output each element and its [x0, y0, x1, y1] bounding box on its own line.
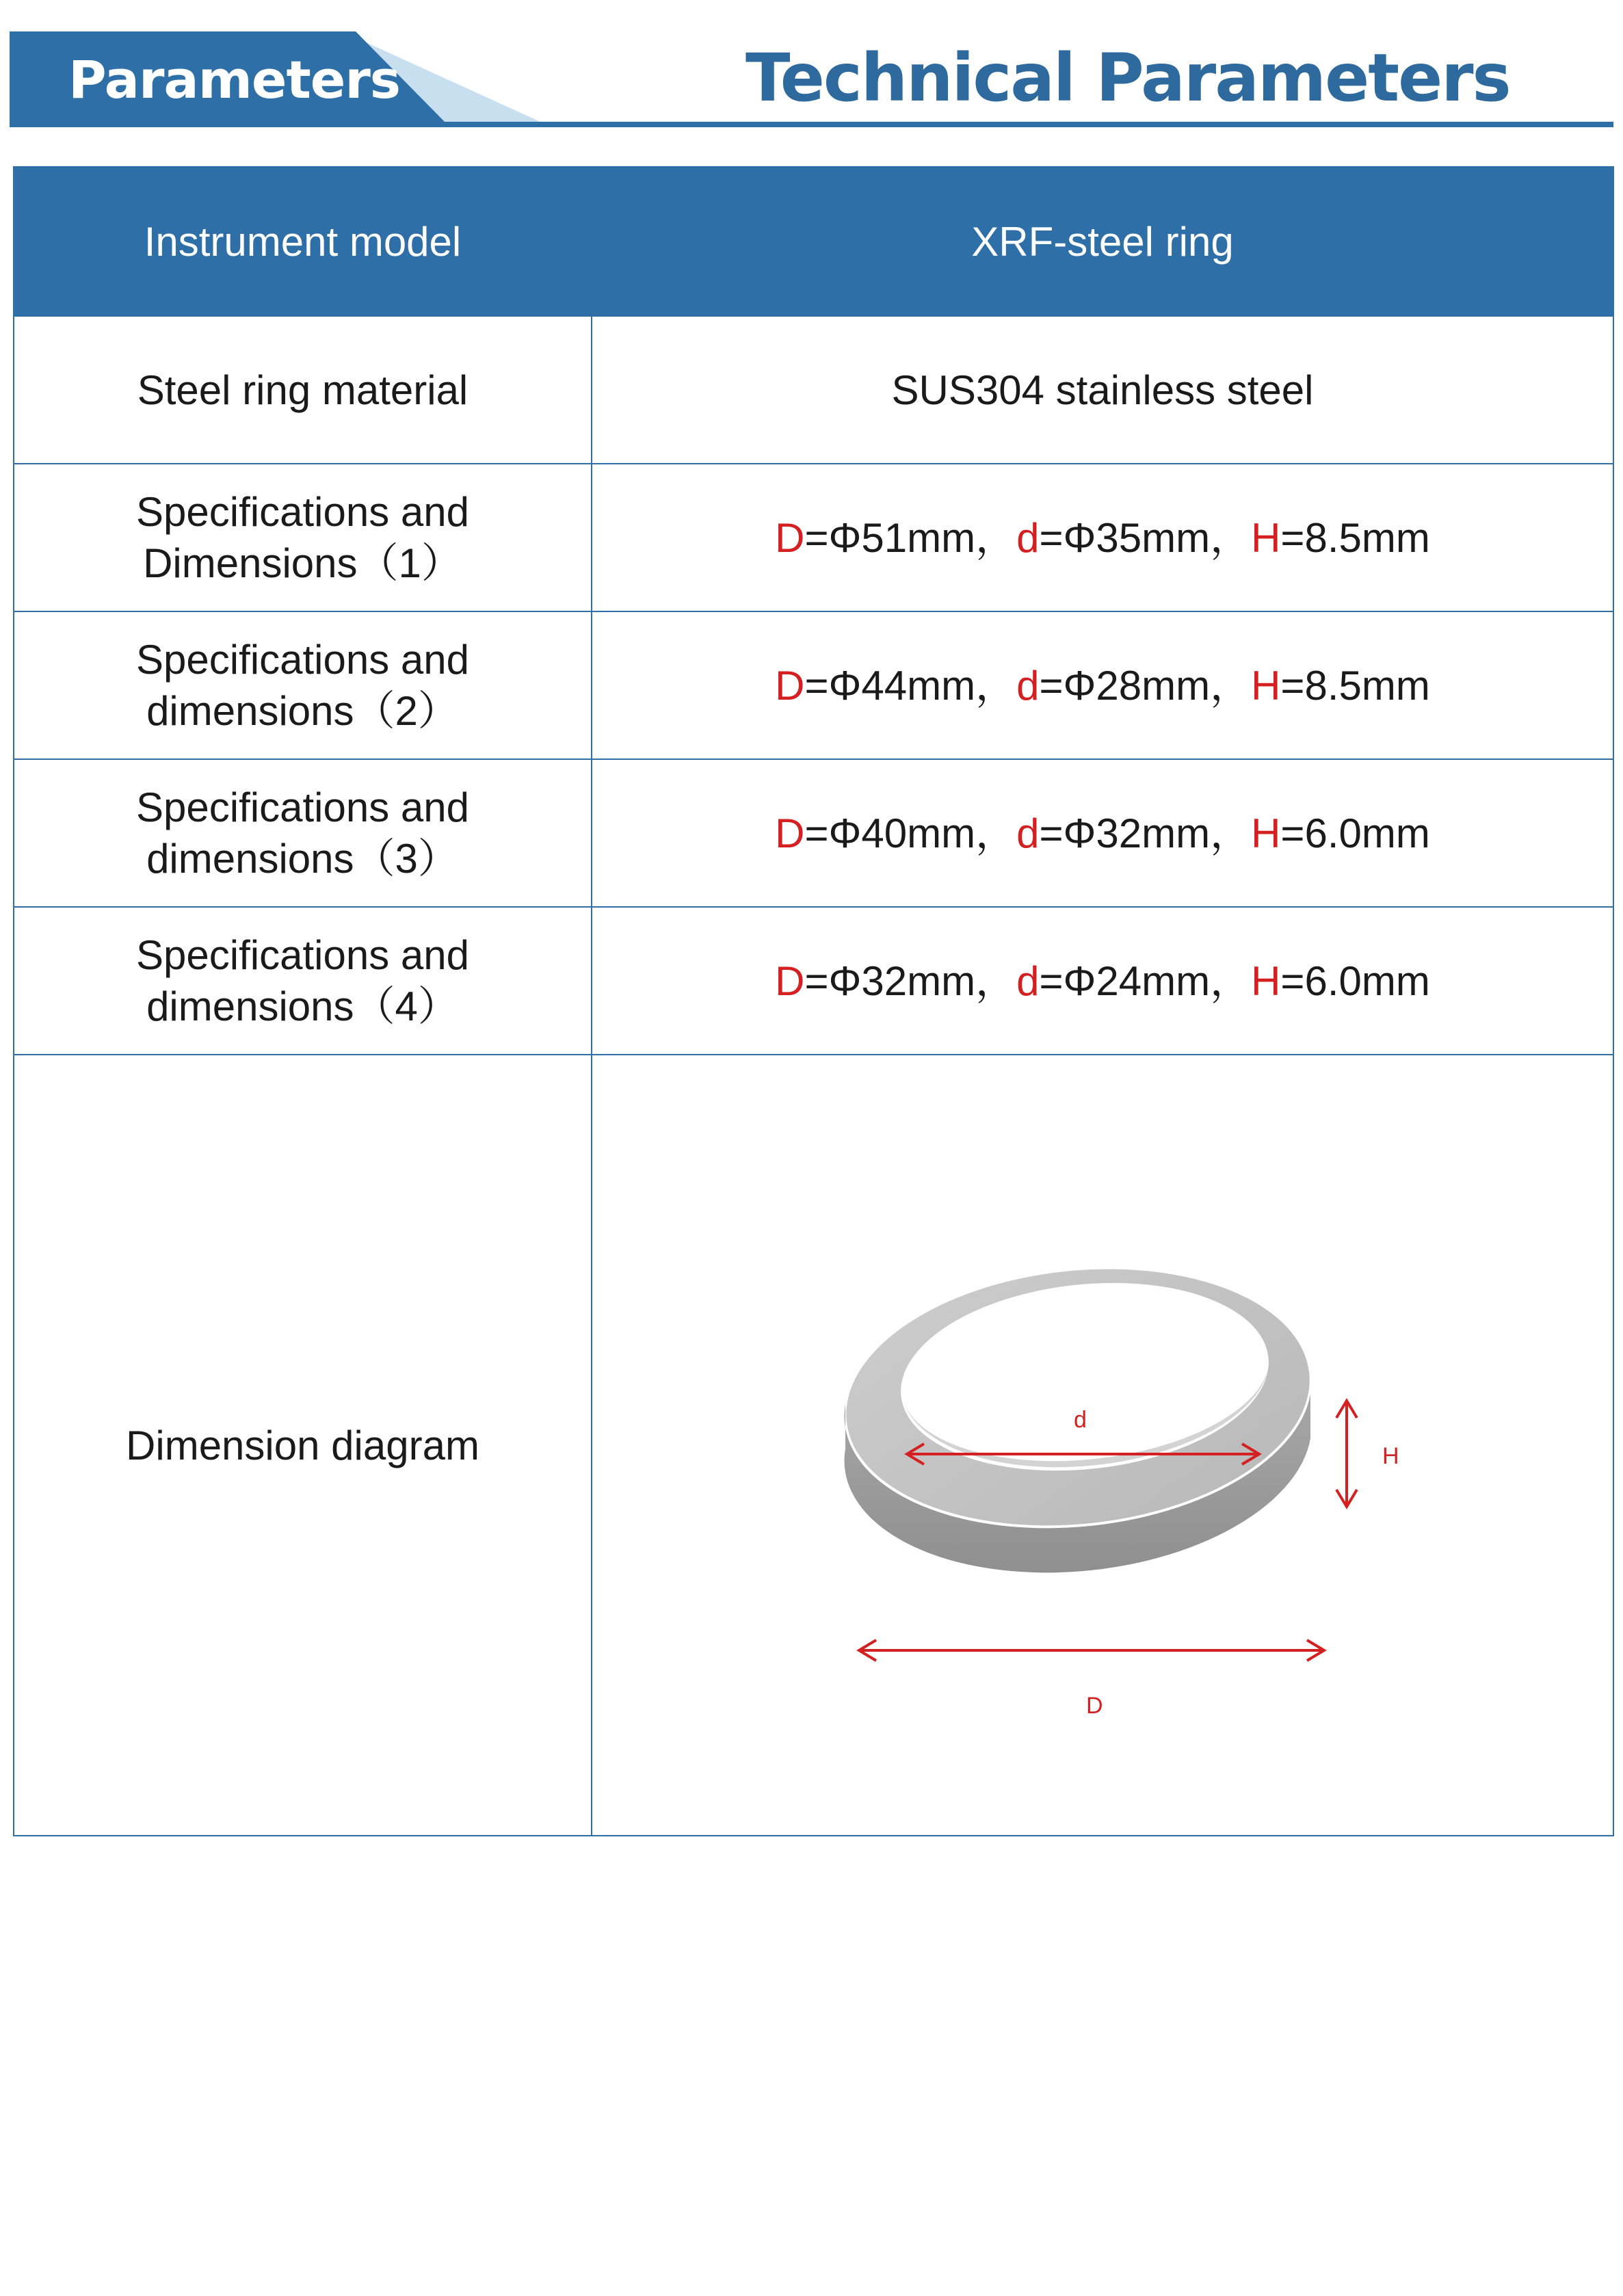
spec-label-line2: Dimensions（1）	[143, 540, 462, 586]
spec-H-value: =8.5mm	[1280, 514, 1430, 561]
material-value: SUS304 stainless steel	[592, 316, 1613, 464]
spec-label	[14, 907, 592, 1055]
table-row-spec	[14, 907, 1613, 1055]
spec-d-key: d	[1016, 810, 1040, 856]
spec-label-line2: dimensions（4）	[146, 984, 459, 1029]
spec-value	[592, 464, 1613, 611]
spec-D-value: =Φ51mm，	[804, 514, 1017, 561]
diagram-d-label: d	[1074, 1407, 1087, 1433]
diagram-cell	[592, 1055, 1613, 1836]
ring-illustration	[592, 1055, 1614, 1835]
spec-label-line1: Specifications and	[136, 489, 469, 535]
spec-value	[592, 759, 1613, 907]
spec-H-value: =6.0mm	[1280, 810, 1430, 856]
header-value-cell: XRF-steel ring	[592, 167, 1613, 316]
spec-D-key: D	[775, 810, 805, 856]
spec-d-key: d	[1016, 514, 1040, 561]
page-header	[0, 0, 1623, 137]
spec-label-line1: Specifications and	[136, 784, 469, 830]
table-row-spec	[14, 759, 1613, 907]
spec-H-value: =6.0mm	[1280, 958, 1430, 1004]
spec-D-key: D	[775, 958, 805, 1004]
spec-D-value: =Φ44mm，	[804, 662, 1017, 709]
spec-D-key: D	[775, 662, 805, 709]
table-row-spec	[14, 611, 1613, 759]
header-tab-label: Parameters	[68, 49, 401, 110]
page-title: Technical Parameters	[745, 40, 1510, 116]
spec-label-line1: Specifications and	[136, 637, 469, 683]
spec-H-value: =8.5mm	[1280, 662, 1430, 709]
table-header-row	[14, 167, 1613, 316]
spec-d-key: d	[1016, 662, 1040, 709]
material-label: Steel ring material	[14, 316, 592, 464]
spec-d-value: =Φ24mm，	[1039, 958, 1252, 1004]
spec-H-key: H	[1251, 810, 1281, 856]
spec-d-value: =Φ28mm，	[1039, 662, 1252, 709]
spec-d-value: =Φ32mm，	[1039, 810, 1252, 856]
header-label-cell: Instrument model	[14, 167, 592, 316]
spec-H-key: H	[1251, 662, 1281, 709]
diagram-label: Dimension diagram	[14, 1055, 592, 1836]
table-row-diagram	[14, 1055, 1613, 1836]
diagram-D-label: D	[1086, 1693, 1103, 1719]
parameters-table	[13, 166, 1614, 1836]
spec-value	[592, 907, 1613, 1055]
spec-d-value: =Φ35mm，	[1039, 514, 1252, 561]
spec-H-key: H	[1251, 514, 1281, 561]
spec-d-key: d	[1016, 958, 1040, 1004]
ring-diagram	[592, 1055, 1614, 1835]
spec-H-key: H	[1251, 958, 1281, 1004]
spec-D-key: D	[775, 514, 805, 561]
spec-label	[14, 611, 592, 759]
diagram-H-label: H	[1382, 1443, 1399, 1469]
table-row-material	[14, 316, 1613, 464]
table-row-spec	[14, 464, 1613, 611]
spec-label-line2: dimensions（2）	[146, 688, 459, 734]
spec-D-value: =Φ32mm，	[804, 958, 1017, 1004]
spec-label-line1: Specifications and	[136, 932, 469, 978]
spec-value	[592, 611, 1613, 759]
spec-D-value: =Φ40mm，	[804, 810, 1017, 856]
spec-label	[14, 464, 592, 611]
spec-label-line2: dimensions（3）	[146, 836, 459, 882]
spec-label	[14, 759, 592, 907]
